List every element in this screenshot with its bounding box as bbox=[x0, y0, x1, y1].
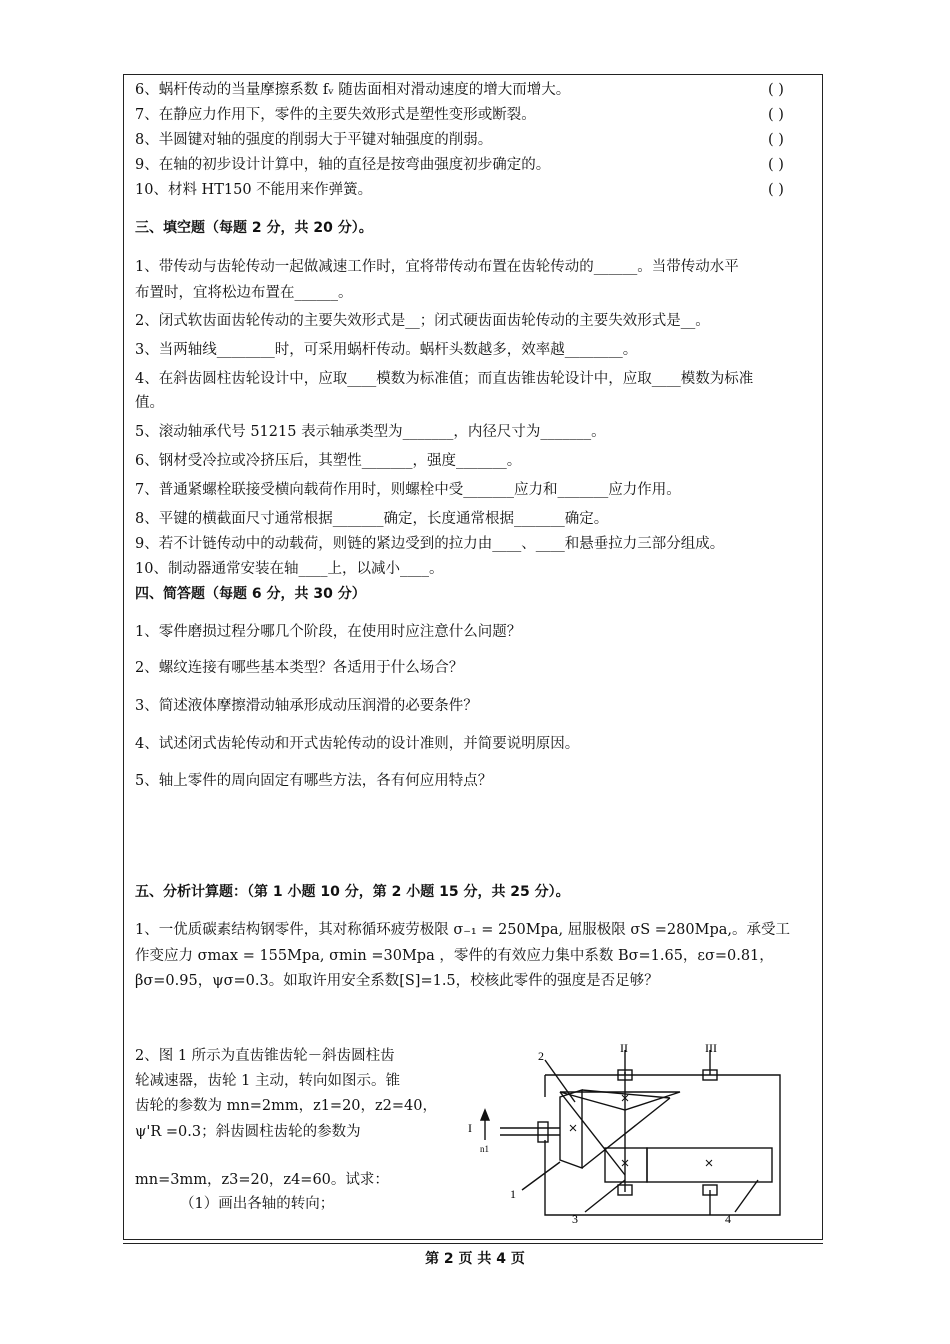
short-question-1: 1、零件磨损过程分哪几个阶段，在使用时应注意什么问题？ bbox=[135, 624, 522, 640]
judge-item-6: 6、蜗杆传动的当量摩擦系数 fᵥ 随齿面相对滑动速度的增大而增大。 bbox=[135, 82, 571, 98]
section-heading-calc: 五、分析计算题：（第 1 小题 10 分，第 2 小题 15 分，共 25 分）。 bbox=[135, 884, 570, 900]
calc-problem-2-task-1: （1）画出各轴的转向； bbox=[180, 1196, 335, 1212]
judge-item-7: 7、在静应力作用下，零件的主要失效形式是塑性变形或断裂。 bbox=[135, 107, 536, 123]
judge-item-8: 8、半圆键对轴的强度的削弱大于平键对轴强度的削弱。 bbox=[135, 132, 493, 148]
calc-problem-2-cont: 轮减速器，齿轮 1 主动，转向如图示。锥 bbox=[135, 1073, 400, 1089]
fill-question-5: 5、滚动轴承代号 51215 表示轴承类型为_______，内径尺寸为_______。 bbox=[135, 424, 606, 440]
calc-problem-1-cont: 作变应力 σmax = 155Mpa, σmin =30Mpa ，零件的有效应力集中系数 Bσ=1.65，εσ=0.81， bbox=[135, 948, 774, 964]
shaft-label-II: II bbox=[620, 1041, 628, 1055]
gear-label-1: 1 bbox=[510, 1187, 516, 1201]
shaft-label-III: III bbox=[705, 1041, 717, 1055]
fill-question-1-cont: 布置时，宜将松边布置在______。 bbox=[135, 285, 353, 301]
page-footer: 第 2 页 共 4 页 bbox=[425, 1251, 525, 1267]
speed-label-n1: n1 bbox=[480, 1144, 489, 1154]
calc-problem-2-cont: 齿轮的参数为 mn=2mm，z1=20，z2=40， bbox=[135, 1098, 437, 1114]
page-frame-rule bbox=[123, 1243, 823, 1244]
housing-outline bbox=[545, 1075, 780, 1215]
judge-answer-bracket[interactable]: ( ) bbox=[768, 82, 784, 98]
fill-question-6: 6、钢材受冷拉或冷挤压后，其塑性_______，强度_______。 bbox=[135, 453, 522, 469]
fill-question-1: 1、带传动与齿轮传动一起做减速工作时，宜将带传动布置在齿轮传动的______。当带传动水平 bbox=[135, 259, 739, 275]
fill-question-8: 8、平键的横截面尺寸通常根据_______确定，长度通常根据_______确定。 bbox=[135, 511, 609, 527]
bevel-gear-1 bbox=[560, 1090, 582, 1168]
fill-question-4: 4、在斜齿圆柱齿轮设计中，应取____模数为标准值；而直齿锥齿轮设计中，应取____模数为标准 bbox=[135, 371, 754, 387]
calc-problem-1-cont: βσ=0.95，ψσ=0.3。如取许用安全系数[S]=1.5，校核此零件的强度是否足够？ bbox=[135, 973, 659, 989]
judge-answer-bracket[interactable]: ( ) bbox=[768, 107, 784, 123]
short-question-3: 3、简述液体摩擦滑动轴承形成动压润滑的必要条件？ bbox=[135, 698, 478, 714]
fill-question-3: 3、当两轴线________时，可采用蜗杆传动。蜗杆头数越多，效率越________。 bbox=[135, 342, 638, 358]
gear-label-4: 4 bbox=[725, 1212, 731, 1226]
fill-question-10: 10、制动器通常安装在轴____上，以减小____。 bbox=[135, 561, 444, 577]
short-question-4: 4、试述闭式齿轮传动和开式齿轮传动的设计准则，并简要说明原因。 bbox=[135, 736, 580, 752]
short-question-2: 2、螺纹连接有哪些基本类型？各适用于什么场合？ bbox=[135, 660, 464, 676]
section-heading-short: 四、简答题（每题 6 分，共 30 分） bbox=[135, 586, 366, 602]
shaft-label-I: I bbox=[468, 1121, 472, 1135]
calc-problem-1: 1、一优质碳素结构钢零件，其对称循环疲劳极限 σ₋₁ = 250Mpa, 屈服极限 σS =280Mpa,。承受工 bbox=[135, 922, 790, 938]
calc-problem-2-cont: mn=3mm，z3=20，z4=60。试求： bbox=[135, 1172, 389, 1188]
gear-label-2: 2 bbox=[538, 1049, 544, 1063]
fill-question-2: 2、闭式软齿面齿轮传动的主要失效形式是__；闭式硬齿面齿轮传动的主要失效形式是__。 bbox=[135, 313, 710, 329]
short-question-5: 5、轴上零件的周向固定有哪些方法，各有何应用特点？ bbox=[135, 773, 493, 789]
helical-gear-4 bbox=[647, 1148, 772, 1182]
calc-problem-2: 2、图 1 所示为直齿锥齿轮－斜齿圆柱齿 bbox=[135, 1048, 395, 1064]
judge-answer-bracket[interactable]: ( ) bbox=[768, 182, 784, 198]
helical-gear-3 bbox=[605, 1148, 647, 1182]
fill-question-9: 9、若不计链传动中的动载荷，则链的紧边受到的拉力由____、____和悬垂拉力三部分组成。 bbox=[135, 536, 725, 552]
section-heading-fill: 三、填空题（每题 2 分，共 20 分）。 bbox=[135, 220, 373, 236]
gear-reducer-figure bbox=[460, 1040, 790, 1230]
fill-question-4-cont: 值。 bbox=[135, 395, 164, 411]
calc-problem-2-cont: ψ'R =0.3；斜齿圆柱齿轮的参数为 bbox=[135, 1124, 361, 1140]
judge-item-9: 9、在轴的初步设计计算中，轴的直径是按弯曲强度初步确定的。 bbox=[135, 157, 551, 173]
judge-answer-bracket[interactable]: ( ) bbox=[768, 132, 784, 148]
gear-label-3: 3 bbox=[572, 1212, 578, 1226]
fill-question-7: 7、普通紧螺栓联接受横向载荷作用时，则螺栓中受_______应力和_______应力作用。 bbox=[135, 482, 681, 498]
bevel-gear-2 bbox=[560, 1092, 680, 1110]
judge-answer-bracket[interactable]: ( ) bbox=[768, 157, 784, 173]
judge-item-10: 10、材料 HT150 不能用来作弹簧。 bbox=[135, 182, 373, 198]
